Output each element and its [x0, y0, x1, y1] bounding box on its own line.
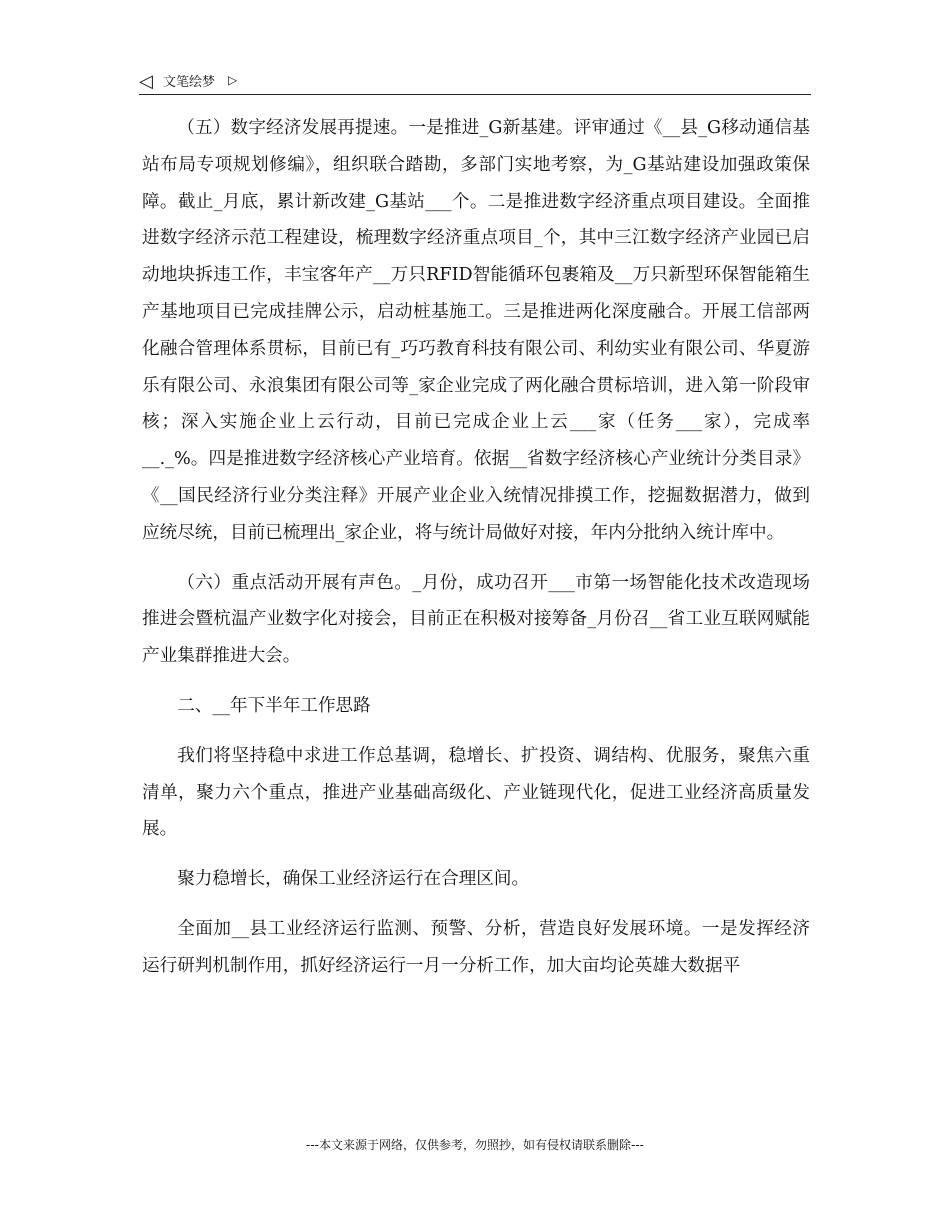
- paragraph-monitoring: 全面加__县工业经济运行监测、预警、分析，营造良好发展环境。一是发挥经济运行研判机制作用，抓好经济运行一月一分析工作，加大亩均论英雄大数据平: [142, 918, 810, 976]
- triangle-right-icon: ▷: [228, 73, 238, 87]
- document-body: [142, 110, 810, 998]
- paragraph-stable-growth: 聚力稳增长，确保工业经济运行在合理区间。: [177, 869, 530, 890]
- page-footer: ---本文来源于网络，仅供参考，勿照抄，如有侵权请联系删除---: [306, 1138, 644, 1152]
- brand-name: 文笔绘梦: [163, 75, 216, 90]
- paragraph-key-activities: （六）重点活动开展有声色。_月份，成功召开___市第一场智能化技术改造现场推进会暨杭温产业数字化对接会，目前正在积极对接筹备_月份召__省工业互联网赋能产业集群推进大会。: [142, 572, 810, 667]
- page-header: [139, 72, 811, 95]
- section-heading: 二、__年下半年工作思路: [177, 695, 371, 716]
- triangle-left-icon: ◁: [139, 71, 153, 92]
- paragraph-work-plan: 我们将坚持稳中求进工作总基调，稳增长、扩投资、调结构、优服务，聚焦六重清单，聚力六个重点，推进产业基础高级化、产业链现代化，促进工业经济高质量发展。: [142, 745, 810, 840]
- paragraph-digital-economy: （五）数字经济发展再提速。一是推进_G新基建。评审通过《__县_G移动通信基站布局专项规划修编》，组织联合踏勘，多部门实地考察，为_G基站建设加强政策保障。截止_月底，累计新改建_G基站___个。二是推进数字经济重点项目建设。全面推进数字经济示范工程建设，梳理数字经济重点项目_个，其中三江数字经济产业园已启动地块拆违工作，丰宝客年产__万只RFID智能循环包裹箱及__万只新型环保智能箱生产基地项目已完成挂牌公示，启动桩基施工。三是推进两化深度融合。开展工信部两化融合管理体系贯标，目前已有_巧巧教育科技有限公司、利幼实业有限公司、华夏游乐有限公司、永浪集团有限公司等_家企业完成了两化融合贯标培训，进入第一阶段审核；深入实施企业上云行动，目前已完成企业上云___家（任务___家），完成率__._%。四是推进数字经济核心产业培育。依据__省数字经济核心产业统计分类目录》《__国民经济行业分类注释》开展产业企业入统情况排摸工作，挖掘数据潜力，做到应统尽统，目前已梳理出_家企业，将与统计局做好对接，年内分批纳入统计库中。: [142, 118, 810, 543]
